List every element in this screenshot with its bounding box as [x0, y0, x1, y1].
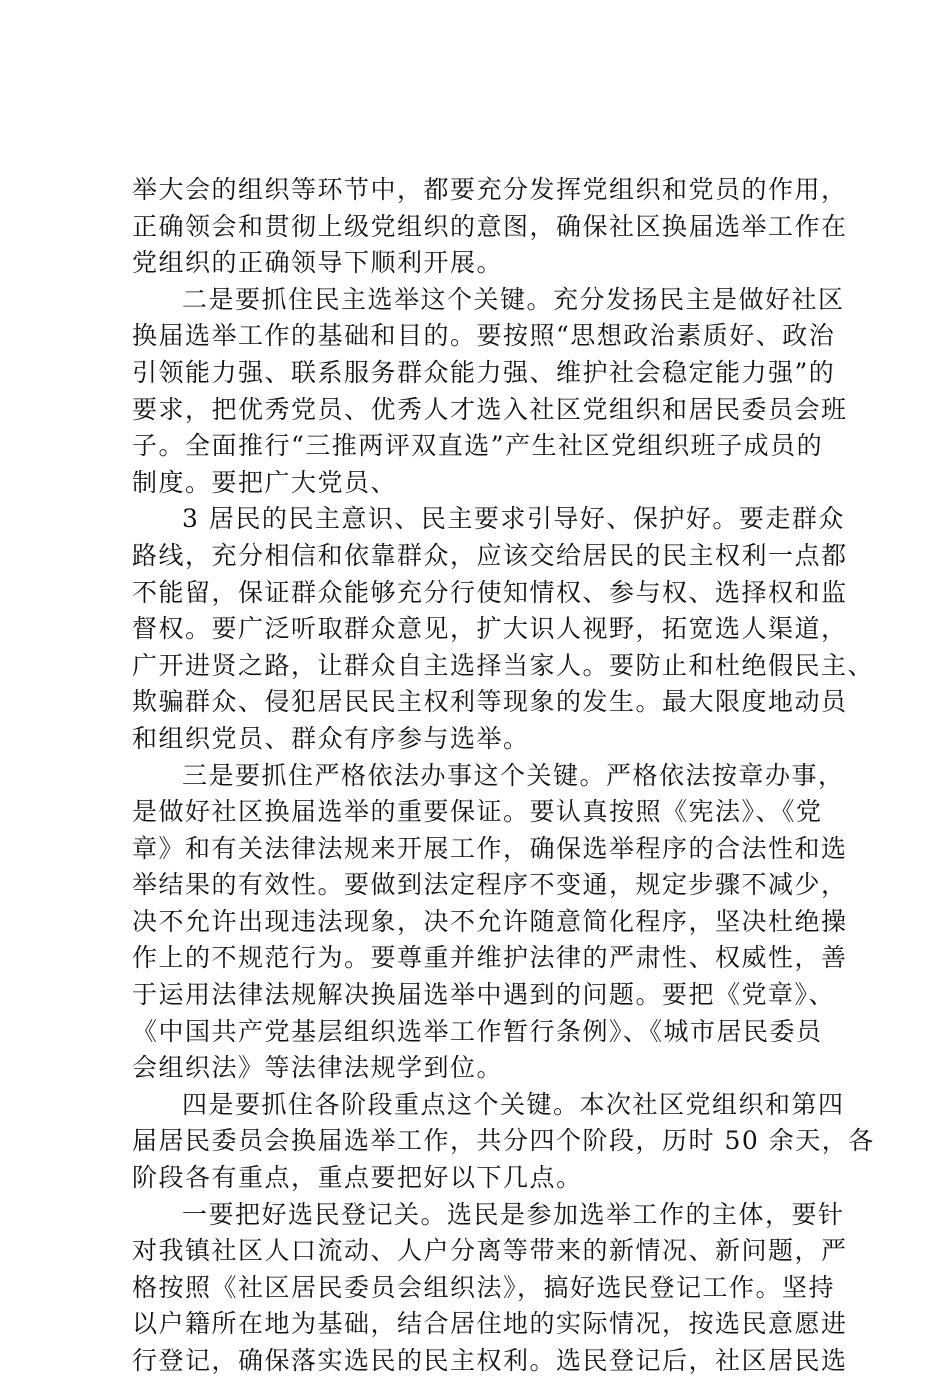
text-line: 路线，充分相信和依靠群众，应该交给居民的民主权利一点都 — [132, 540, 848, 570]
paragraph-2 — [132, 282, 848, 502]
text-line: 督权。要广泛听取群众意见，扩大识人视野，拓宽选人渠道， — [132, 614, 848, 644]
text-line: 是做好社区换届选举的重要保证。要认真按照《宪法》、《党 — [132, 797, 823, 827]
text-line: 和组织党员、群众有序参与选举。 — [132, 723, 530, 753]
text-line: 举结果的有效性。要做到法定程序不变通，规定步骤不减少， — [132, 870, 848, 900]
text-line: 会组织法》等法律法规学到位。 — [132, 1053, 504, 1083]
paragraph-5 — [132, 1087, 875, 1197]
text-line: 《中国共产党基层组织选举工作暂行条例》、《城市居民委员 — [132, 1016, 823, 1046]
text-line: 引领能力强、联系服务群众能力强、维护社会稳定能力强”的 — [132, 357, 836, 387]
text-line: 欺骗群众、侵犯居民民主权利等现象的发生。最大限度地动员 — [132, 687, 848, 717]
text-line: 作上的不规范行为。要尊重并维护法律的严肃性、权威性，善 — [132, 943, 848, 973]
text-line: 章》和有关法律法规来开展工作，确保选举程序的合法性和选 — [132, 833, 848, 863]
text-line: 广开进贤之路，让群众自主选择当家人。要防止和杜绝假民主、 — [132, 650, 875, 680]
text-line: 阶段各有重点，重点要把好以下几点。 — [132, 1163, 583, 1193]
text-line: 3 居民的民主意识、民主要求引导好、保护好。要走群众 — [182, 504, 845, 534]
text-line: 党组织的正确领导下顺利开展。 — [132, 248, 504, 278]
text-line: 届居民委员会换届选举工作，共分四个阶段，历时 50 余天，各 — [132, 1126, 875, 1156]
paragraph-1 — [132, 172, 848, 282]
paragraph-6 — [132, 1197, 848, 1380]
text-line: 行登记，确保落实选民的民主权利。选民登记后，社区居民选 — [132, 1346, 848, 1375]
text-line: 换届选举工作的基础和目的。要按照“思想政治素质好、政治 — [132, 321, 836, 351]
text-line: 制度。要把广大党员、 — [132, 467, 398, 497]
text-line: 于运用法律法规解决换届选举中遇到的问题。要把《党章》、 — [132, 980, 836, 1010]
text-line: 决不允许出现违法现象，决不允许随意简化程序，坚决杜绝操 — [132, 906, 848, 936]
paragraph-3 — [132, 501, 875, 757]
document-body — [132, 172, 875, 1380]
text-line: 要求，把优秀党员、优秀人才选入社区党组织和居民委员会班 — [132, 394, 848, 424]
text-line: 四是要抓住各阶段重点这个关键。本次社区党组织和第四 — [182, 1089, 845, 1119]
text-line: 不能留，保证群众能够充分行使知情权、参与权、选择权和监 — [132, 577, 848, 607]
text-line: 正确领会和贯彻上级党组织的意图，确保社区换届选举工作在 — [132, 211, 848, 241]
text-line: 对我镇社区人口流动、人户分离等带来的新情况、新问题，严 — [132, 1236, 848, 1266]
text-line: 以户籍所在地为基础，结合居住地的实际情况，按选民意愿进 — [132, 1309, 848, 1339]
text-line: 举大会的组织等环节中，都要充分发挥党组织和党员的作用， — [132, 175, 848, 204]
text-line: 三是要抓住严格依法办事这个关键。严格依法按章办事， — [182, 760, 845, 790]
text-line: 格按照《社区居民委员会组织法》，搞好选民登记工作。坚持 — [132, 1272, 836, 1302]
text-line: 一要把好选民登记关。选民是参加选举工作的主体，要针 — [182, 1199, 845, 1229]
text-line: 二是要抓住民主选举这个关键。充分发扬民主是做好社区 — [182, 284, 845, 314]
paragraph-4 — [132, 758, 848, 1087]
text-line: 子。全面推行“三推两评双直选”产生社区党组织班子成员的 — [132, 431, 824, 461]
